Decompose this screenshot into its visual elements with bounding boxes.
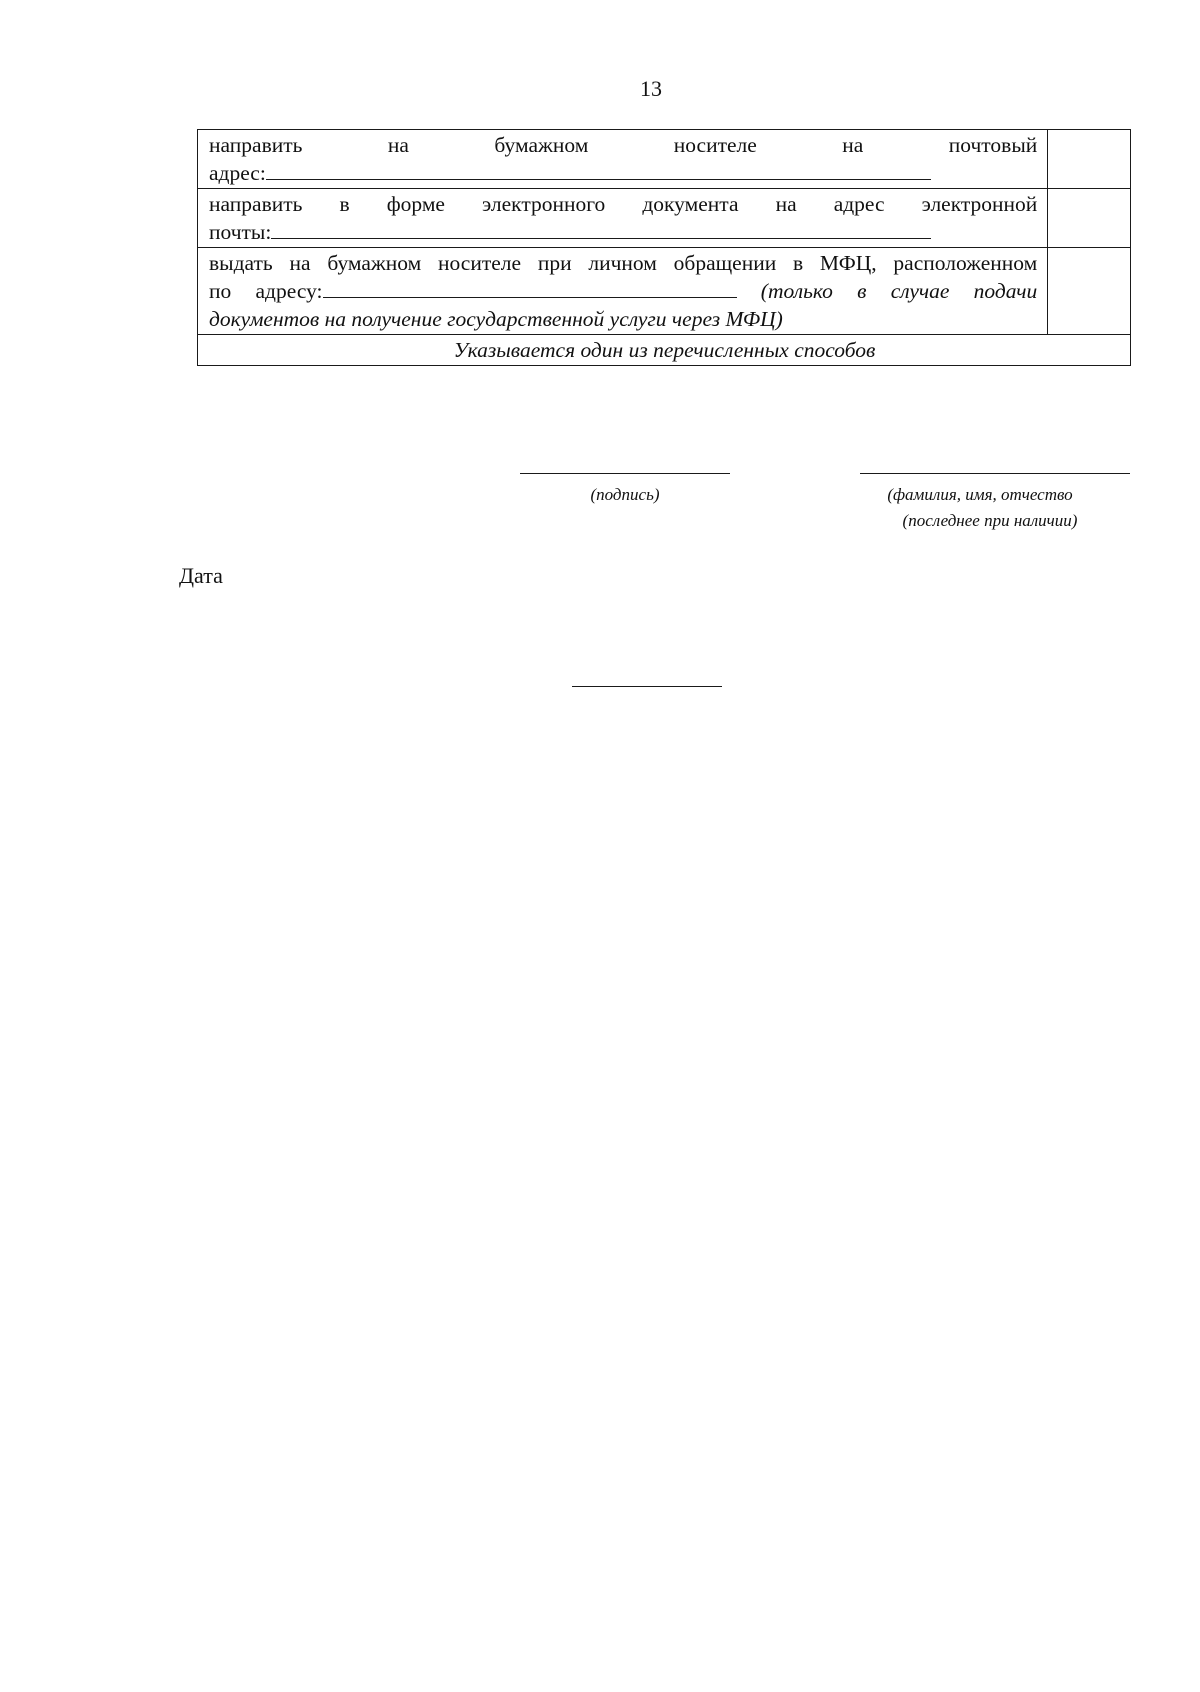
page-number: 13: [640, 76, 662, 101]
end-of-form-rule: [572, 686, 722, 687]
option-row-email: [198, 189, 1131, 248]
date-label: Дата: [179, 563, 223, 588]
option-mfc-line2: [209, 277, 1037, 305]
option-mfc-checkbox[interactable]: [1048, 248, 1131, 335]
option-row-mfc: [198, 248, 1131, 335]
option-mfc-text: [198, 248, 1048, 335]
full-name-caption-line2: (последнее при наличии): [902, 511, 1078, 530]
option-email-checkbox[interactable]: [1048, 189, 1131, 248]
signature-line[interactable]: [520, 473, 730, 474]
option-postal-line1: направить на бумажном носителе на почтовый: [209, 133, 1038, 157]
option-email-line1: направить в форме электронного документа на адрес электронной: [209, 192, 1038, 216]
option-mfc-address-label: по адресу:: [209, 279, 323, 303]
option-mfc-line1: выдать на бумажном носителе при личном обращении в МФЦ, расположенном: [209, 251, 1038, 275]
option-mfc-condition-end: документов на получение государственной услуги через МФЦ): [209, 307, 783, 331]
option-postal-address-label: адрес:: [209, 161, 266, 185]
full-name-line[interactable]: [860, 473, 1130, 474]
email-address-field[interactable]: [271, 218, 931, 239]
note-row: [198, 335, 1131, 366]
selection-note: Указывается один из перечисленных способов: [198, 335, 1131, 366]
option-email-address-label: почты:: [209, 220, 272, 244]
full-name-caption-line1: (фамилия, имя, отчество: [887, 485, 1073, 504]
option-postal-text: [198, 130, 1048, 189]
signature-caption: (подпись): [590, 485, 660, 504]
option-row-postal: [198, 130, 1131, 189]
delivery-options-table: [197, 129, 1131, 366]
option-mfc-condition-start: (только в случае подачи: [760, 279, 1038, 303]
mfc-address-field[interactable]: [323, 277, 737, 298]
option-email-text: [198, 189, 1048, 248]
postal-address-field[interactable]: [266, 159, 931, 180]
option-postal-checkbox[interactable]: [1048, 130, 1131, 189]
